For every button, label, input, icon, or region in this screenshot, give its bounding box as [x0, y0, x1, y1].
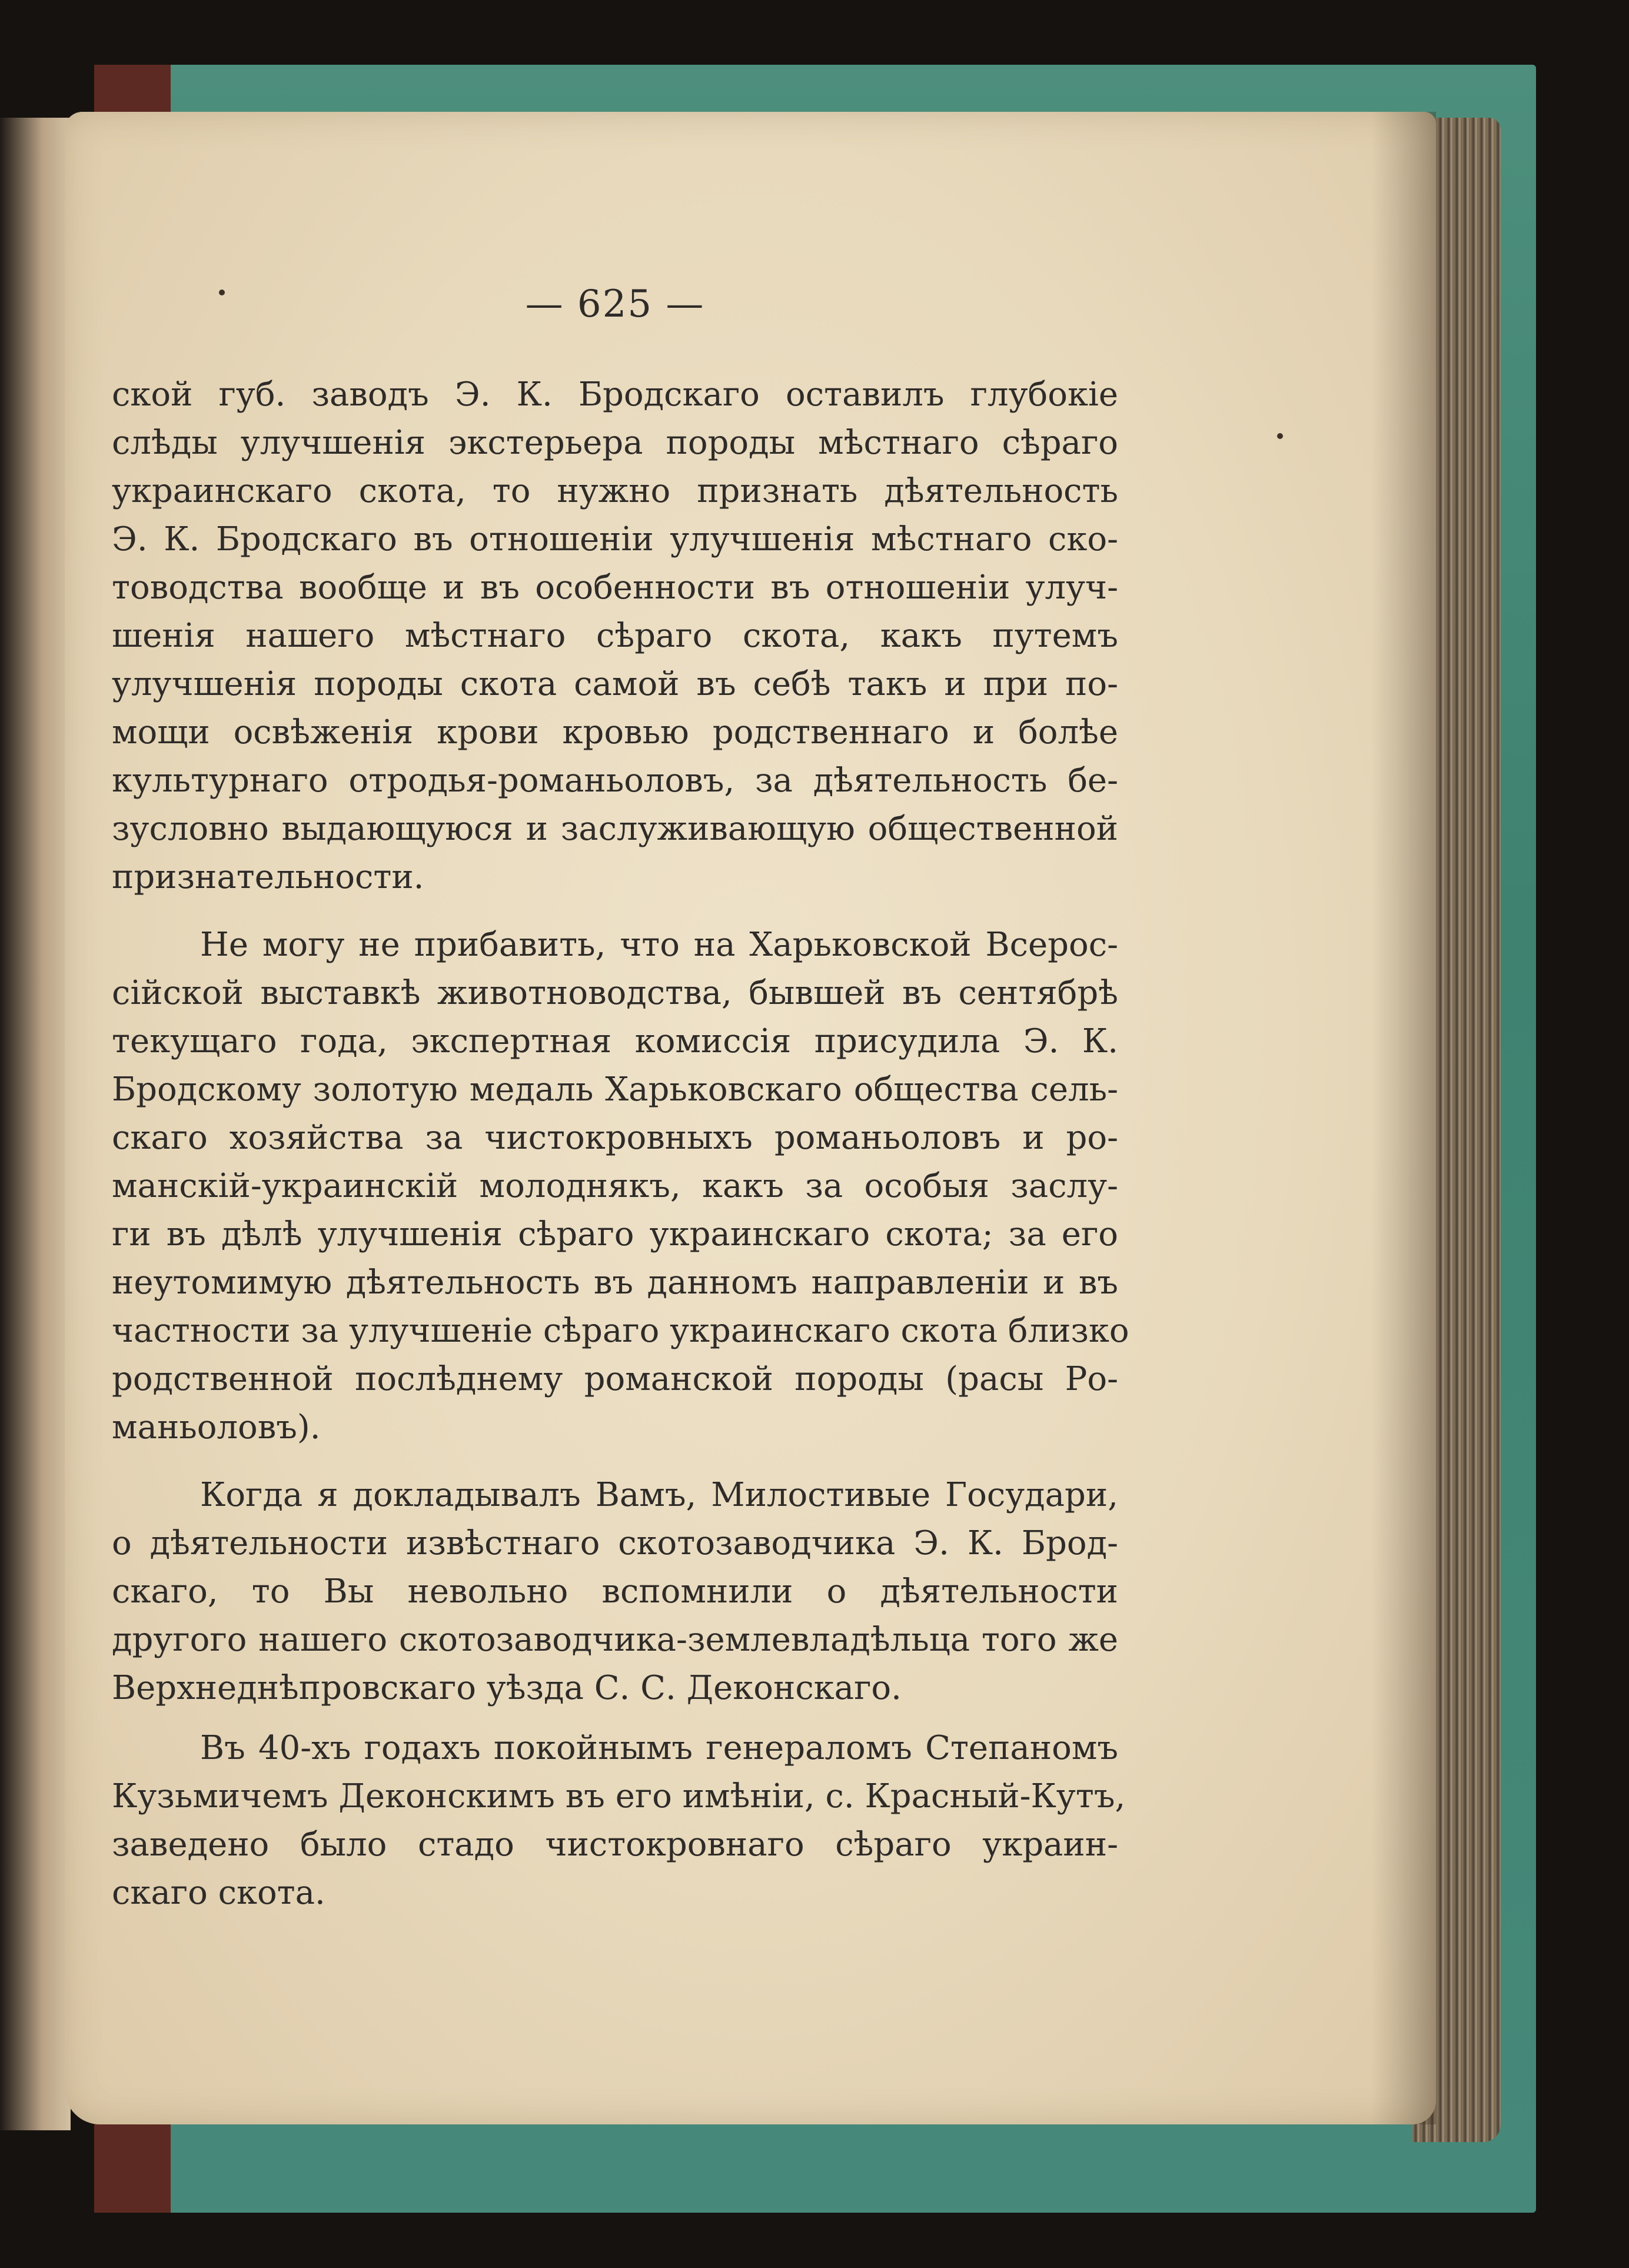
paragraph-1 [112, 371, 1118, 902]
book-spine-corner-bottom [94, 2113, 171, 2213]
text-line: слѣды улучшенія экстерьера породы мѣстнаго сѣраго [112, 424, 1118, 462]
previous-page-edge [0, 118, 71, 2130]
text-line: частности за улучшеніе сѣраго украинскаго скота близко [112, 1312, 1129, 1350]
text-line: украинскаго скота, то нужно признать дѣятельность [112, 472, 1118, 510]
text-line: ской губ. заводъ Э. К. Бродскаго оставилъ глубокіе [112, 375, 1118, 414]
text-line: родственной послѣднему романской породы (расы Ро- [112, 1360, 1118, 1398]
text-line: скаго скота. [112, 1874, 325, 1912]
text-line: текущаго года, экспертная комиссія присудила Э. К. [112, 1022, 1118, 1060]
text-line: Э. К. Бродскаго въ отношеніи улучшенія мѣстнаго ско- [112, 520, 1118, 558]
text-line: зусловно выдающуюся и заслуживающую общественной [112, 810, 1118, 848]
text-line: скаго хозяйства за чистокровныхъ романьоловъ и ро- [112, 1119, 1118, 1157]
text-line: ги въ дѣлѣ улучшенія сѣраго украинскаго скота; за его [112, 1215, 1118, 1253]
text-line: Бродскому золотую медаль Харьковскаго общества сель- [112, 1070, 1118, 1109]
ink-speck [1277, 433, 1283, 439]
text-line: Кузьмичемъ Деконскимъ въ его имѣніи, с. Красный-Кутъ, [112, 1777, 1126, 1815]
text-line: Не могу не прибавить, что на Харьковской Всерос- [200, 926, 1118, 964]
text-line: Въ 40-хъ годахъ покойнымъ генераломъ Степаномъ [200, 1729, 1118, 1767]
text-line: Когда я докладывалъ Вамъ, Милостивые Государи, [200, 1476, 1118, 1514]
text-line: неутомимую дѣятельность въ данномъ направленіи и въ [112, 1263, 1118, 1302]
text-line: товодства вообще и въ особенности въ отношеніи улуч- [112, 568, 1118, 607]
paragraph-3 [112, 1471, 1118, 1712]
text-line: скаго, то Вы невольно вспомнили о дѣятельности [112, 1572, 1118, 1611]
paragraph-2 [112, 921, 1129, 1452]
text-line: признательности. [112, 858, 424, 896]
text-line: заведено было стадо чистокровнаго сѣраго украин- [112, 1825, 1118, 1864]
text-line: другого нашего скотозаводчика-землевладѣльца того же [112, 1621, 1118, 1659]
text-line: Верхнеднѣпровскаго уѣзда С. С. Деконскаго. [112, 1669, 902, 1707]
text-line: маньоловъ). [112, 1408, 321, 1446]
text-line: мощи освѣженія крови кровью родственнаго и болѣе [112, 713, 1118, 751]
page-gutter-shadow [1371, 112, 1436, 2124]
paragraph-4 [112, 1724, 1126, 1917]
text-line: манскій-украинскій молоднякъ, какъ за особыя заслу- [112, 1167, 1118, 1205]
text-line: сійской выставкѣ животноводства, бывшей въ сентябрѣ [112, 974, 1118, 1012]
page-number: — 625 — [525, 282, 705, 326]
text-line: о дѣятельности извѣстнаго скотозаводчика Э. К. Брод- [112, 1524, 1118, 1562]
text-line: улучшенія породы скота самой въ себѣ такъ и при по- [112, 665, 1118, 703]
text-line: культурнаго отродья-романьоловъ, за дѣятельность бе- [112, 761, 1118, 800]
text-line: шенія нашего мѣстнаго сѣраго скота, какъ путемъ [112, 617, 1118, 655]
